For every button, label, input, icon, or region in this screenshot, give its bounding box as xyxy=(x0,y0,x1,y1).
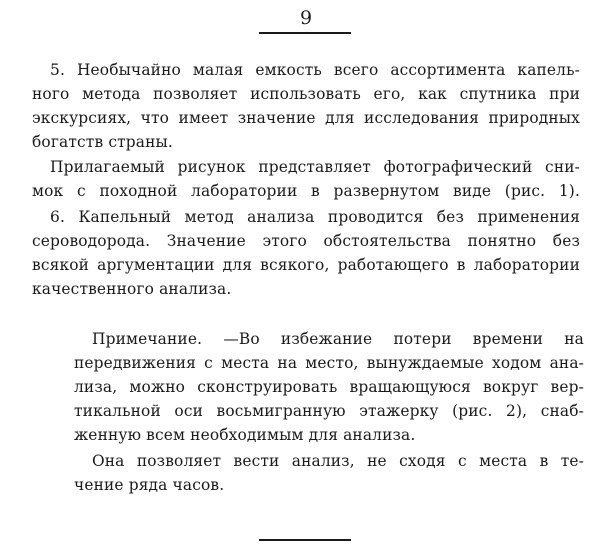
text-line: сероводорода. Значение этого обстоятельства понятно без xyxy=(32,232,580,250)
text-line: 5. Необычайно малая емкость всего ассортимента капель- xyxy=(50,61,580,79)
text-line: ного метода позволяет использовать его, как спутника при xyxy=(32,85,580,103)
text-line: мок с походной лаборатории в развернутом виде (рис. 1). xyxy=(32,182,580,200)
text-line: всякой аргументации для всякого, работающего в лаборатории xyxy=(32,256,580,274)
note-line: лиза, можно сконструировать вращающуюся вокруг вер- xyxy=(74,378,584,396)
text-line: Прилагаемый рисунок представляет фотографический сни- xyxy=(50,158,580,176)
footer-rule xyxy=(259,539,351,541)
text-line: экскурсиях, что имеет значение для исследования природных xyxy=(32,109,580,127)
text-line: качественного анализа. xyxy=(32,280,232,298)
header-rule xyxy=(259,32,351,34)
note-line: Примечание. —Во избежание потери времени на xyxy=(92,330,584,348)
text-line: богатств страны. xyxy=(32,133,173,151)
note-line: тикальной оси восьмигранную этажерку (рис. 2), снаб- xyxy=(74,402,584,420)
note-line: чение ряда часов. xyxy=(74,476,225,494)
note-line: передвижения с места на место, вынуждаемые ходом ана- xyxy=(74,354,584,372)
page-number: 9 xyxy=(299,7,313,29)
note-line: Она позволяет вести анализ, не сходя с места в те- xyxy=(92,452,584,470)
text-line: 6. Капельный метод анализа проводится без применения xyxy=(50,208,580,226)
note-line: женную всем необходимым для анализа. xyxy=(74,426,416,444)
